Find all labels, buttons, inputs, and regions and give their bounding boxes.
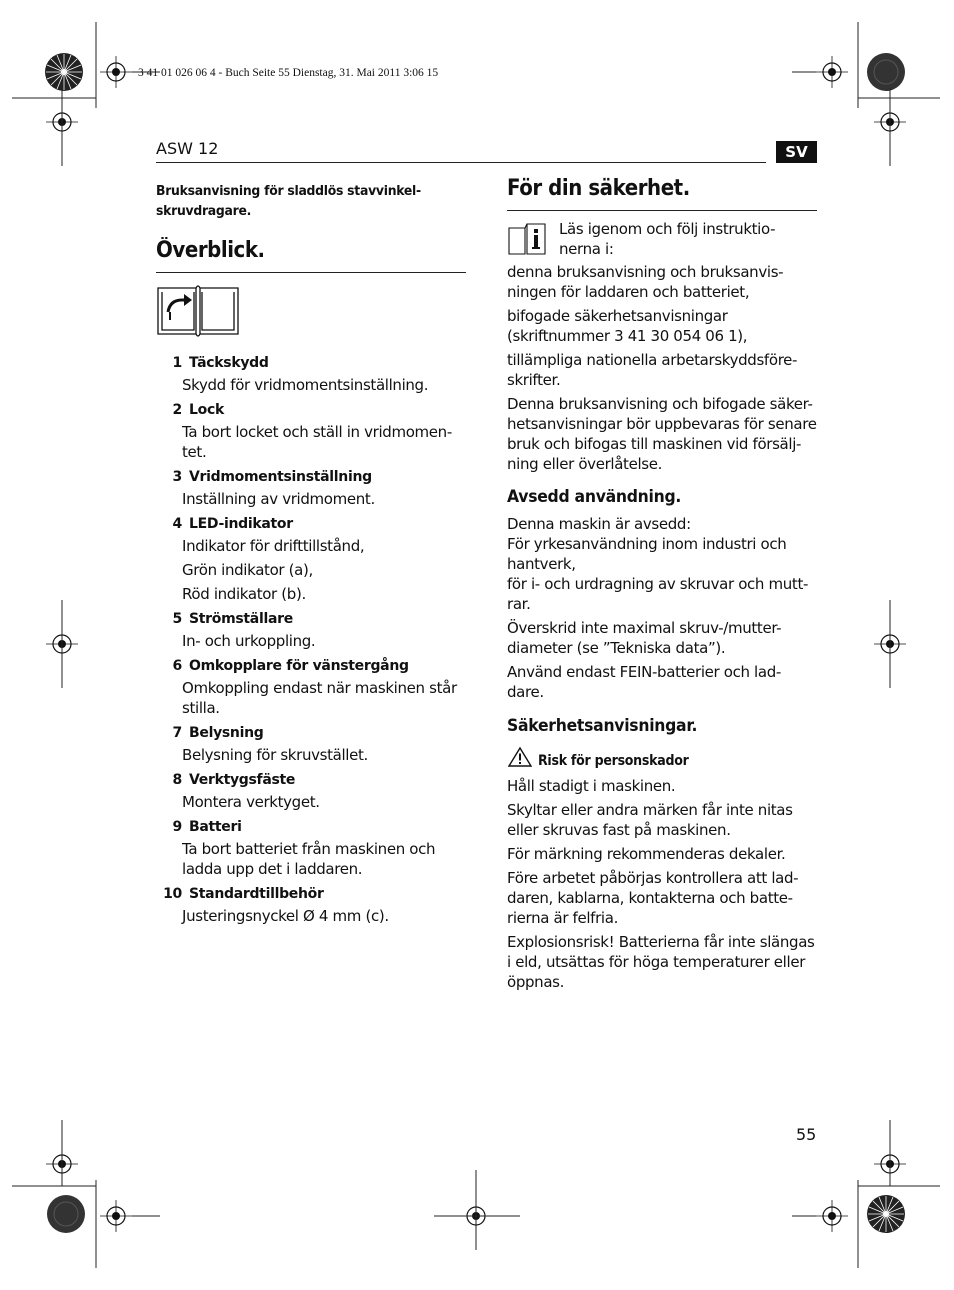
- paragraph: denna bruksanvisning och bruksanvis- ningen för laddaren och batteriet,: [507, 263, 784, 301]
- print-info: 3 41 01 026 06 4 - Buch Seite 55 Dienstag, 31. Mai 2011 3:06 15: [138, 67, 439, 79]
- list-item-text: ladda upp det i laddaren.: [182, 860, 363, 878]
- list-item-text: Justeringsnyckel Ø 4 mm (c).: [182, 907, 389, 925]
- safety-instructions-heading: Säkerhetsanvisningar.: [507, 716, 698, 736]
- safety-divider: [507, 210, 817, 211]
- paragraph: tillämpliga nationella arbetarskyddsföre- skrifter.: [507, 351, 798, 389]
- info-book-icon: [507, 220, 547, 256]
- list-item-heading: 4 LED-indikator: [172, 516, 293, 532]
- list-item-heading: 6 Omkopplare för vänstergång: [172, 658, 409, 674]
- page-number: 55: [796, 1125, 817, 1144]
- list-item-text: In- och urkoppling.: [182, 632, 316, 650]
- list-item-text: Indikator för drifttillstånd,: [182, 537, 365, 555]
- list-item-heading: 5 Strömställare: [172, 611, 293, 627]
- warning-label: Risk för personskador: [538, 753, 689, 769]
- list-item-heading: 10 Standardtillbehör: [163, 886, 324, 902]
- list-item-text: Ta bort batteriet från maskinen och: [182, 840, 436, 858]
- safety-paragraphs: [507, 262, 827, 474]
- header-divider: [156, 162, 766, 163]
- list-item-heading: 7 Belysning: [172, 725, 264, 741]
- warning-triangle-icon: [507, 746, 533, 768]
- list-item-heading: 3 Vridmomentsinställning: [172, 469, 372, 485]
- paragraph: bifogade säkerhetsanvisningar (skriftnummer 3 41 30 054 06 1),: [507, 307, 748, 345]
- safety-instructions-text: Håll stadigt i maskinen. Skyltar eller andra märken får inte nitas eller skruvas fast på maskinen. För märkning rekommenderas dekaler. Före arbetet påbörjas kontrollera att lad- daren, kablarna, kontakterna och batte- rierna är felfria. Explosionsrisk! Batterierna får inte slängas i eld, utsättas för höga temperaturer eller öppnas.: [507, 777, 815, 991]
- info-text: Läs igenom och följ instruktio- nerna i:: [559, 220, 776, 258]
- list-item-text: Ta bort locket och ställ in vridmomen-: [182, 423, 452, 441]
- list-item-text: stilla.: [182, 699, 220, 717]
- paragraph: Denna bruksanvisning och bifogade säker- hetsanvisningar bör uppbevaras för senare bruk och bifogas till maskinen vid försälj- ning eller överlåtelse.: [507, 395, 817, 473]
- language-badge: SV: [776, 141, 817, 163]
- intended-use-heading: Avsedd användning.: [507, 487, 682, 507]
- list-item-heading: 9 Batteri: [172, 819, 242, 835]
- document-subtitle: Bruksanvisning för sladdlös stavvinkel-skruvdragare.: [156, 183, 421, 219]
- list-item-text: Röd indikator (b).: [182, 585, 306, 603]
- list-item-text: Grön indikator (a),: [182, 561, 313, 579]
- list-item-heading: 1 Täckskydd: [172, 355, 269, 371]
- overview-heading: Överblick.: [156, 238, 265, 263]
- list-item-text: Omkoppling endast när maskinen står: [182, 679, 457, 697]
- safety-heading: För din säkerhet.: [507, 176, 690, 201]
- list-item-text: tet.: [182, 443, 207, 461]
- overview-list: [156, 352, 472, 926]
- intended-use-text: Denna maskin är avsedd: För yrkesanvändning inom industri och hantverk, för i- och urdragning av skruvar och mutt- rar. Överskrid inte maximal skruv-/mutter- diameter (se ”Tekniska data”). Använd endast FEIN-batterier och lad- dare.: [507, 515, 809, 701]
- list-item-text: Belysning för skruvstället.: [182, 746, 368, 764]
- list-item-heading: 2 Lock: [172, 402, 224, 418]
- manual-book-icon: [156, 282, 240, 338]
- overview-divider: [156, 272, 466, 273]
- list-item-text: Skydd för vridmomentsinställning.: [182, 376, 429, 394]
- model-name: ASW 12: [156, 139, 219, 158]
- list-item-heading: 8 Verktygsfäste: [172, 772, 296, 788]
- list-item-text: Montera verktyget.: [182, 793, 320, 811]
- list-item-text: Inställning av vridmoment.: [182, 490, 375, 508]
